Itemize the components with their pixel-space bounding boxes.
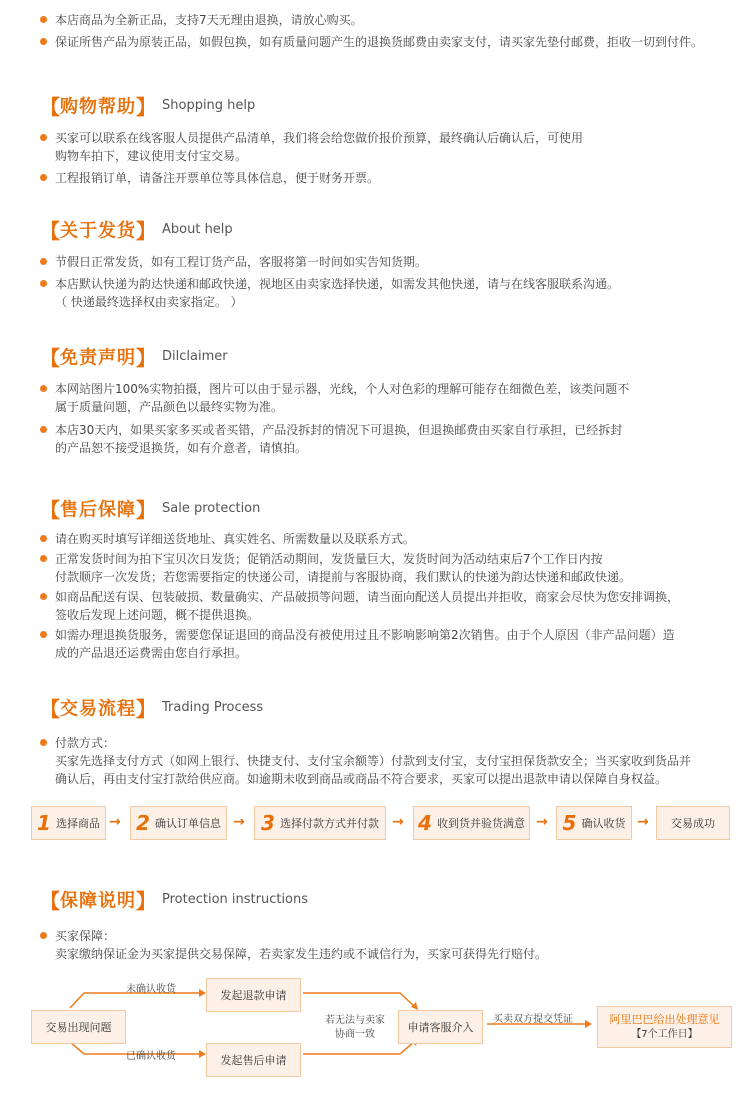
flow-box-decision: 阿里巴巴给出处理意见 【7个工作日】 [597, 1006, 732, 1048]
flow-label-confirmed: 已确认收货 [126, 1051, 176, 1062]
section-heading-about: 【关于发货】 About help [40, 219, 233, 243]
bullet-dot-icon [40, 258, 47, 265]
flow-label-negotiate: 若无法与卖家 协商一致 [325, 1015, 385, 1040]
pay-method-text: 买家先选择支付方式（如网上银行、快捷支付、支付宝余额等）付款到支付宝，支付宝担保货款安全；当买家收到货品并 确认后，再由支付宝打款给供应商。如逾期未收到商品或商品不符合要求，买家可以提出退款申请以保障自身权益。 [55, 754, 692, 786]
bullet-dot-icon [40, 16, 47, 23]
bullet-dot-icon [40, 426, 47, 433]
bullet-dot-icon [40, 385, 47, 392]
list-item: 如需办理退换货服务，需要您保证退回的商品没有被使用过且不影响影响第2次销售。由于个人原因（非产品问题）造 成的产品退还运费需由您自行承担。 [40, 626, 740, 662]
intro-item: 本店商品为全新正品，支持7天无理由退换，请放心购买。 [40, 11, 740, 29]
section-heading-disclaimer: 【免责声明】 Dilclaimer [40, 346, 228, 370]
flow-label-unconfirmed: 未确认收货 [126, 984, 176, 995]
process-step-confirm-receipt: 5 确认收货 [556, 806, 632, 840]
flow-label-evidence: 买卖双方提交凭证 [493, 1014, 573, 1025]
section-heading-trading: 【交易流程】 Trading Process [40, 697, 264, 721]
list-item: 请在购买时填写详细送货地址、真实姓名、所需数量以及联系方式。 [40, 530, 740, 548]
bullet-dot-icon [40, 932, 47, 939]
arrow-right-icon: → [536, 814, 548, 830]
arrowhead-icon [199, 1050, 206, 1058]
flow-box-refund: 发起退款申请 [206, 978, 301, 1012]
list-item: 买家可以联系在线客服人员提供产品清单，我们将会给您做价报价预算，最终确认后确认后，可使用 购物车拍下，建议使用支付宝交易。 [40, 129, 740, 165]
bullet-dot-icon [40, 134, 47, 141]
bullet-dot-icon [40, 280, 47, 287]
flow-box-service: 申请客服介入 [398, 1010, 483, 1044]
list-item: 本店30天内，如果买家多买或者买错，产品没拆封的情况下可退换，但退换邮费由买家自行承担，已经拆封 的产品恕不接受退换货，如有介意者，请慎拍。 [40, 421, 740, 457]
list-item: 本网站图片100%实物拍摄，图片可以由于显示器，光线，个人对色彩的理解可能存在细微色差，该类问题不 属于质量问题，产品颜色以最终实物为准。 [40, 380, 740, 416]
arrowhead-icon [199, 989, 206, 997]
section-heading-shopping: 【购物帮助】 Shopping help [40, 95, 256, 119]
process-step-success: 交易成功 [656, 806, 730, 840]
intro-item: 保证所售产品为原装正品，如假包换，如有质量问题产生的退换货邮费由卖家支付，请买家先垫付邮费，拒收一切到付件。 [40, 33, 740, 51]
buyer-protection-label: 买家保障： [40, 927, 740, 945]
bullet-dot-icon [40, 174, 47, 181]
bullet-dot-icon [40, 38, 47, 45]
bullet-dot-icon [40, 631, 47, 638]
flow-box-problem: 交易出现问题 [31, 1010, 126, 1044]
arrow-right-icon: → [392, 814, 404, 830]
list-item: 正常发货时间为拍下宝贝次日发货；促销活动期间，发货量巨大，发货时间为活动结束后7个工作日内按 付款顺序一次发货；若您需要指定的快递公司，请提前与客服协商，我们默认的快递为韵达快递和邮政快递。 [40, 550, 740, 586]
bullet-dot-icon [40, 535, 47, 542]
bullet-dot-icon [40, 739, 47, 746]
pay-method-label: 付款方式： [40, 734, 740, 752]
process-step-inspect: 4 收到货并验货满意 [413, 806, 530, 840]
section-heading-aftersale: 【售后保障】 Sale protection [40, 498, 261, 522]
connector-line [303, 993, 415, 1007]
bullet-dot-icon [40, 593, 47, 600]
flow-box-aftersale: 发起售后申请 [206, 1043, 301, 1077]
process-step-pay: 3 选择付款方式并付款 [254, 806, 386, 840]
arrow-right-icon: → [109, 814, 121, 830]
process-step-confirm-order: 2 确认订单信息 [130, 806, 227, 840]
arrowhead-icon [585, 1020, 592, 1028]
arrow-right-icon: → [637, 814, 649, 830]
arrowhead-icon [411, 1002, 418, 1010]
section-heading-protection: 【保障说明】 Protection instructions [40, 889, 309, 913]
list-item: 如商品配送有误、包装破损、数量确实、产品破损等问题，请当面向配送人员提出并拒收，商家会尽快为您安排调换， 签收后发现上述问题，概不提供退换。 [40, 588, 740, 624]
list-item: 节假日正常发货，如有工程订货产品，客服将第一时间如实告知货期。 [40, 253, 740, 271]
process-step-select-goods: 1 选择商品 [31, 806, 106, 840]
arrow-right-icon: → [233, 814, 245, 830]
list-item: 工程报销订单，请备注开票单位等具体信息，便于财务开票。 [40, 169, 740, 187]
buyer-protection-text: 卖家缴纳保证金为买家提供交易保障，若卖家发生违约或不诚信行为，买家可获得先行赔付。 [55, 947, 548, 961]
connector-line [70, 993, 201, 1008]
list-item: 本店默认快递为韵达快递和邮政快递，视地区由卖家选择快递，如需发其他快递，请与在线客服联系沟通。 （ 快递最终选择权由卖家指定。 ） [40, 275, 740, 311]
bullet-dot-icon [40, 555, 47, 562]
